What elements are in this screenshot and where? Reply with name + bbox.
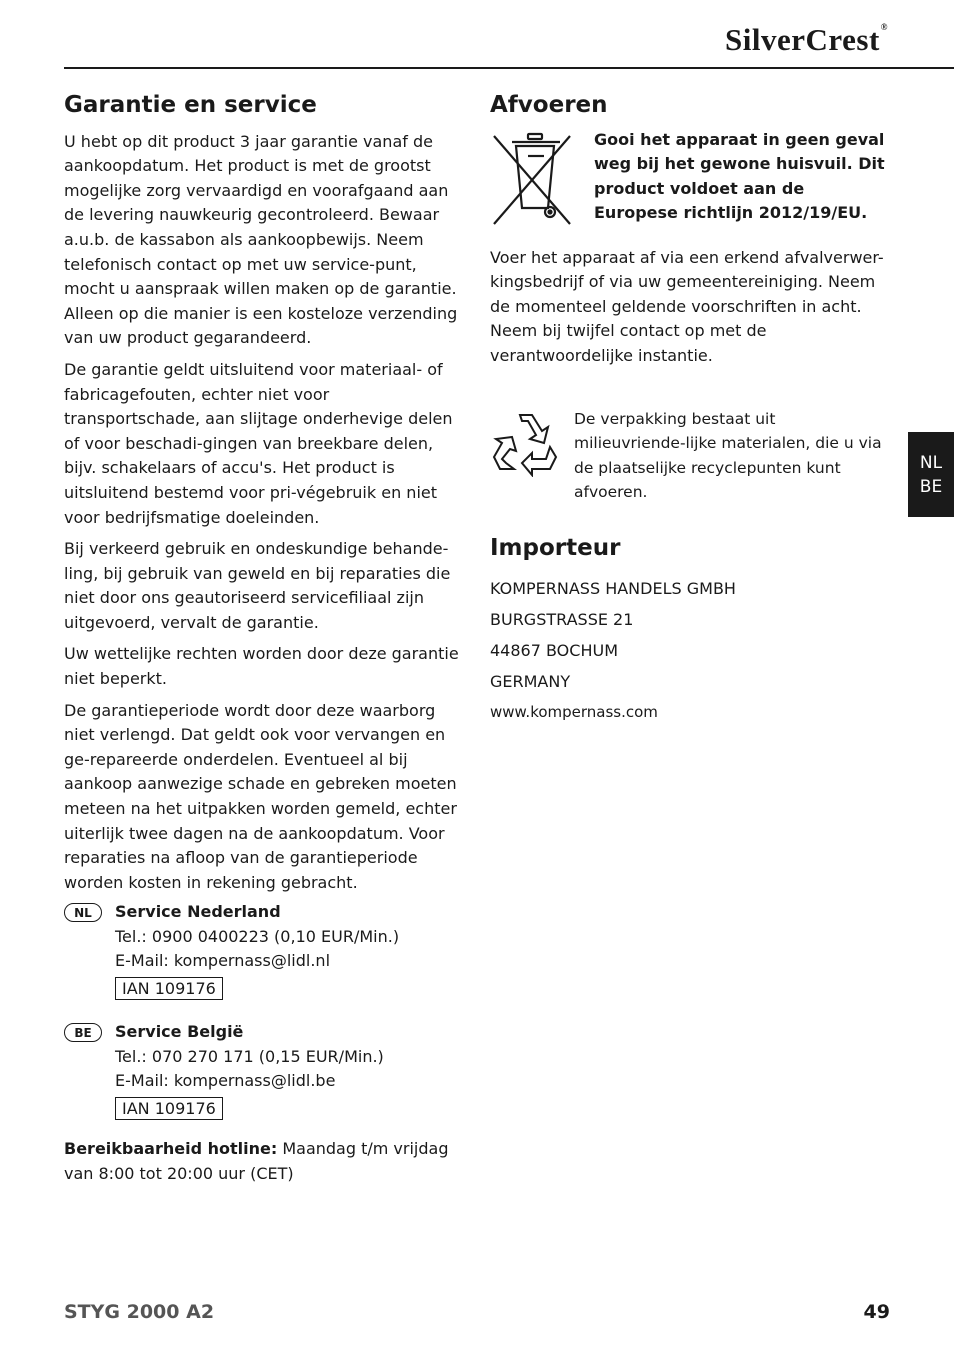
importer-address xyxy=(490,573,890,728)
warranty-paragraph-4: Uw wettelijke rechten worden door deze garantie niet beperkt. xyxy=(64,644,459,689)
warranty-paragraph-2: De garantie geldt uitsluitend voor materiaal- of fabricagefouten, echter niet voor transportschade, aan slijtage onderhevige delen of voor beschadi-gingen van breekbare delen, bijv. schakelaars of accu's. Het product is uitsluitend bestemd voor pri-végebruik en niet voor bedrijfsmatige doeleinden. xyxy=(64,359,453,527)
service-be-ian: IAN 109176 xyxy=(115,1097,223,1120)
country-badge-be: BE xyxy=(64,1023,102,1042)
service-nl-email: E-Mail: kompernass@lidl.nl xyxy=(115,951,331,971)
service-be-title: Service België xyxy=(115,1022,244,1041)
disposal-heading: Afvoeren xyxy=(490,92,608,118)
hotline-label: Bereikbaarheid hotline: xyxy=(64,1139,278,1158)
recycle-text: De verpakking bestaat uit milieuvriende-lijke materialen, die u via de plaatselijke recyclepunten kunt afvoeren. xyxy=(574,409,882,502)
service-nl-title: Service Nederland xyxy=(115,902,281,921)
warranty-section xyxy=(64,92,464,902)
service-be-phone: Tel.: 070 270 171 (0,15 EUR/Min.) xyxy=(115,1046,384,1066)
service-nl-phone: Tel.: 0900 0400223 (0,10 EUR/Min.) xyxy=(115,926,400,946)
hotline-text: Maandag t/m vrijdag van 8:00 tot 20:00 uur (CET) xyxy=(64,1139,449,1183)
crossed-out-bin-icon xyxy=(490,128,580,240)
disposal-section xyxy=(490,92,890,728)
weee-notice xyxy=(490,128,890,240)
registered-mark: ® xyxy=(880,22,888,32)
address-country: GERMANY xyxy=(490,671,571,691)
recycling-notice xyxy=(490,407,890,505)
language-tab-be: BE xyxy=(919,476,943,497)
recycle-icon xyxy=(490,407,560,477)
warranty-paragraph-5: De garantieperiode wordt door deze waarborg niet verlengd. Dat geldt ook voor vervangen en ge-repareerde onderdelen. Eventueel al bij aankoop aanwezige schade en gebreken moeten meteen na het uitpakken worden gemeld, echter uiterlijk twee dagen na de aankoopdatum. Voor reparaties na afloop van de garantieperiode worden kosten in rekening gebracht. xyxy=(64,700,457,892)
address-company: KOMPERNASS HANDELS GMBH xyxy=(490,578,736,598)
service-nl-ian: IAN 109176 xyxy=(115,977,223,1000)
hotline-info xyxy=(64,1137,464,1186)
address-street: BURGSTRASSE 21 xyxy=(490,609,634,629)
header-divider xyxy=(64,67,954,69)
address-city: 44867 BOCHUM xyxy=(490,640,618,660)
footer-model: STYG 2000 A2 xyxy=(64,1301,215,1323)
website-link[interactable]: www.kompernass.com xyxy=(490,702,658,721)
country-badge-nl: NL xyxy=(64,903,102,922)
warranty-paragraph-1: U hebt op dit product 3 jaar garantie vanaf de aankoopdatum. Het product is met de grootst mogelijke zorg vervaardigd en voorafgaand aan de levering nauwkeurig gecontroleerd. Bewaar a.u.b. de kassabon als aankoopbewijs. Neem telefonisch contact op met uw service-punt, mocht u aanspraak willen maken op de garantie. Alleen op die manier is een kosteloze verzending van uw product gegarandeerd. xyxy=(64,131,458,348)
service-nl xyxy=(64,900,399,1000)
brand-name: SilverCrest xyxy=(725,22,880,57)
importer-heading: Importeur xyxy=(490,534,621,561)
warranty-heading: Garantie en service xyxy=(64,92,317,118)
brand-logo xyxy=(725,22,888,58)
page-number: 49 xyxy=(863,1301,890,1323)
language-tab-nl: NL xyxy=(919,452,943,473)
service-be-email: E-Mail: kompernass@lidl.be xyxy=(115,1071,336,1091)
language-tab xyxy=(908,432,954,517)
disposal-paragraph: Voer het apparaat af via een erkend afvalverwer-kingsbedrijf of via uw gemeentereiniging. Neem de momenteel geldende voorschriften in acht. Neem bij twijfel contact op met de verantwoordelijke instantie. xyxy=(490,247,884,365)
service-be xyxy=(64,1020,384,1120)
weee-text: Gooi het apparaat in geen geval weg bij het gewone huisvuil. Dit product voldoet aan de Europese richtlijn 2012/19/EU. xyxy=(594,129,885,223)
warranty-paragraph-3: Bij verkeerd gebruik en ondeskundige behande-ling, bij gebruik van geweld en bij reparaties die niet door ons geautoriseerd servicefiliaal zijn uitgevoerd, vervalt de garantie. xyxy=(64,539,451,632)
